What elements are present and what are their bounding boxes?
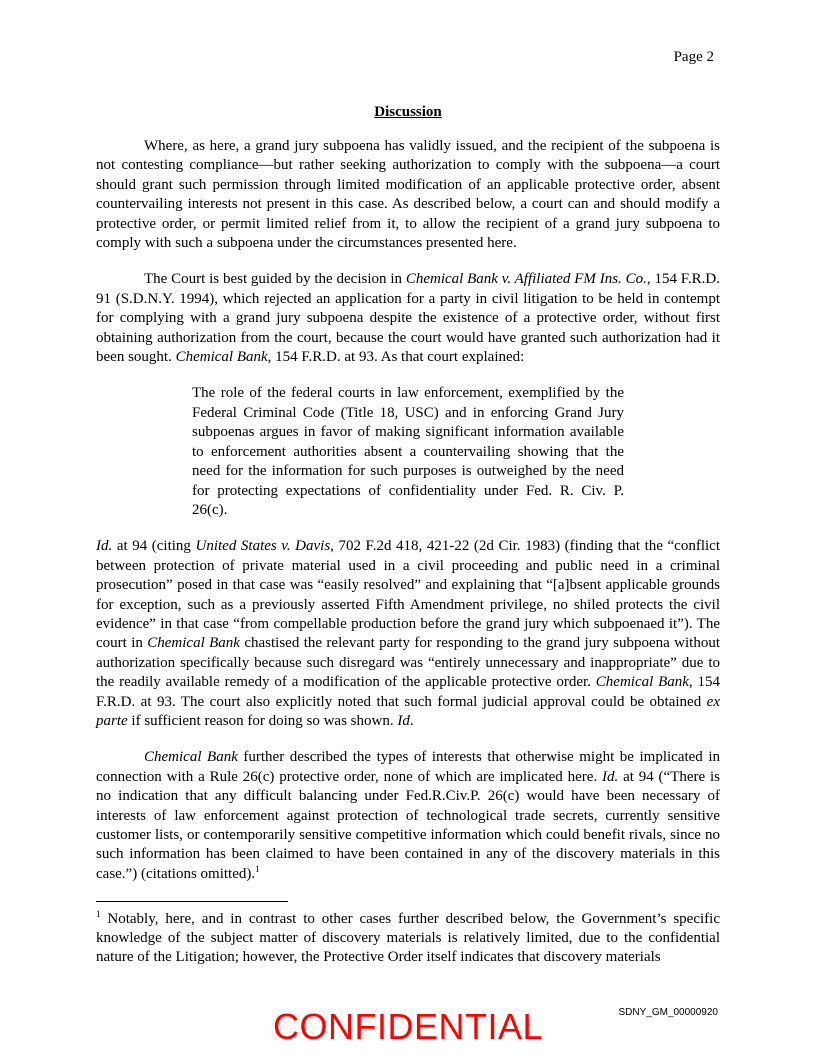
paragraph-3 — [96, 537, 720, 731]
footnote-divider — [96, 901, 288, 902]
section-heading: Discussion — [374, 104, 442, 120]
p2-case-citation: Chemical Bank v. Affiliated FM Ins. Co. — [405, 271, 647, 288]
p4-text-b: at 94 (“There is no indication that any difficult balancing under Fed.R.Civ.P. 26(c) would have been necessary of interests of law enforcement against protection of technological trade secrets, currently sensitive customer lists, or contemporarily sensitive competitive information which could benefit rivals, since no such information has been claimed to have been contained in any of the discovery materials in this case.”) (citations omitted). — [96, 768, 720, 882]
p2-text-a: The Court is best guided by the decision in — [144, 271, 406, 288]
p3-ex-parte: ex parte — [96, 693, 720, 729]
p4-id-1: Id. — [602, 768, 619, 785]
page-number: Page 2 — [673, 49, 714, 65]
paragraph-1: Where, as here, a grand jury subpoena has validly issued, and the recipient of the subpoena is not contesting compliance—but rather seeking authorization to comply with the subpoena—a court should grant such permission through limited modification of an applicable protective order, absent countervailing interests not present in this case. As described below, a court can and should modify a protective order, or permit limited relief from it, to allow the recipient of a grand jury subpoena to comply with such a subpoena under the circumstances presented here. — [96, 138, 720, 252]
p3-id-1: Id. — [96, 538, 113, 555]
footnote-number: 1 — [96, 909, 101, 919]
p4-text-a: further described the types of interests that otherwise might be implicated in connection with a Rule 26(c) protective order, none of which are implicated here. — [96, 749, 721, 785]
footnote-reference: 1 — [255, 863, 260, 874]
p3-text-f: . — [409, 712, 414, 729]
p2-text-c: , 154 F.R.D. at 93. As that court explained: — [267, 349, 525, 366]
p3-case-3: Chemical Bank — [595, 674, 689, 691]
p3-id-2: Id — [397, 712, 410, 729]
p3-case-1: United States v. Davis — [195, 538, 331, 555]
p3-text-e: if sufficient reason for doing so was shown. — [127, 712, 398, 729]
p2-case-short: Chemical Bank — [175, 349, 268, 366]
bates-number: SDNY_GM_00000920 — [618, 1007, 718, 1018]
paragraph-4 — [96, 748, 720, 884]
p3-text-c: chastised the relevant party for responding to the grand jury subpoena without authorization specifically because such disregard was “entirely unnecessary and inappropriate” due to the readily available remedy of a modification of the applicable protective order. — [96, 635, 720, 691]
block-quote: The role of the federal courts in law enforcement, exemplified by the Federal Criminal Code (Title 18, USC) and in enforcing Grand Jury subpoenas argues in favor of making significant information available to enforcement authorities absent a countervailing showing that the need for the information for such purposes is outweighed by the need for protecting expectations of confidentiality under Fed. R. Civ. P. 26(c). — [192, 385, 624, 518]
footnote — [96, 910, 720, 967]
p3-case-2: Chemical Bank — [147, 635, 240, 652]
p4-case-1: Chemical Bank — [144, 749, 238, 766]
paragraph-2 — [96, 270, 720, 367]
body-text — [96, 137, 720, 901]
p3-text-d: , 154 F.R.D. at 93. The court also explicitly noted that such formal judicial approval could be obtained — [96, 674, 720, 710]
confidential-stamp: CONFIDENTIAL — [272, 1006, 544, 1047]
footnote-text: Notably, here, and in contrast to other cases further described below, the Government’s specific knowledge of the subject matter of discovery materials is relatively limited, due to the confidential nature of the Litigation; however, the Protective Order itself indicates that discovery materials — [96, 911, 720, 965]
p3-text-b: , 702 F.2d 418, 421-22 (2d Cir. 1983) (finding that the “conflict between protection of private material used in a civil proceeding and public need in a criminal prosecution” posed in that case was “easily resolved” and explaining that “[a]bsent applicable grounds for exception, such as a previously asserted Fifth Amendment privilege, no shiled protects the civil evidence” in that case “from compellable production before the grand jury which subpoenaed it”). The court in — [96, 538, 720, 652]
p3-text-a: at 94 (citing — [112, 538, 196, 555]
p2-text-b: , 154 F.R.D. 91 (S.D.N.Y. 1994), which rejected an application for a party in civil litigation to be held in contempt for complying with a grand jury subpoena despite the existence of a protective order, without first obtaining authorization from the court, because the court would have granted such authorization had it been sought. — [96, 271, 721, 366]
